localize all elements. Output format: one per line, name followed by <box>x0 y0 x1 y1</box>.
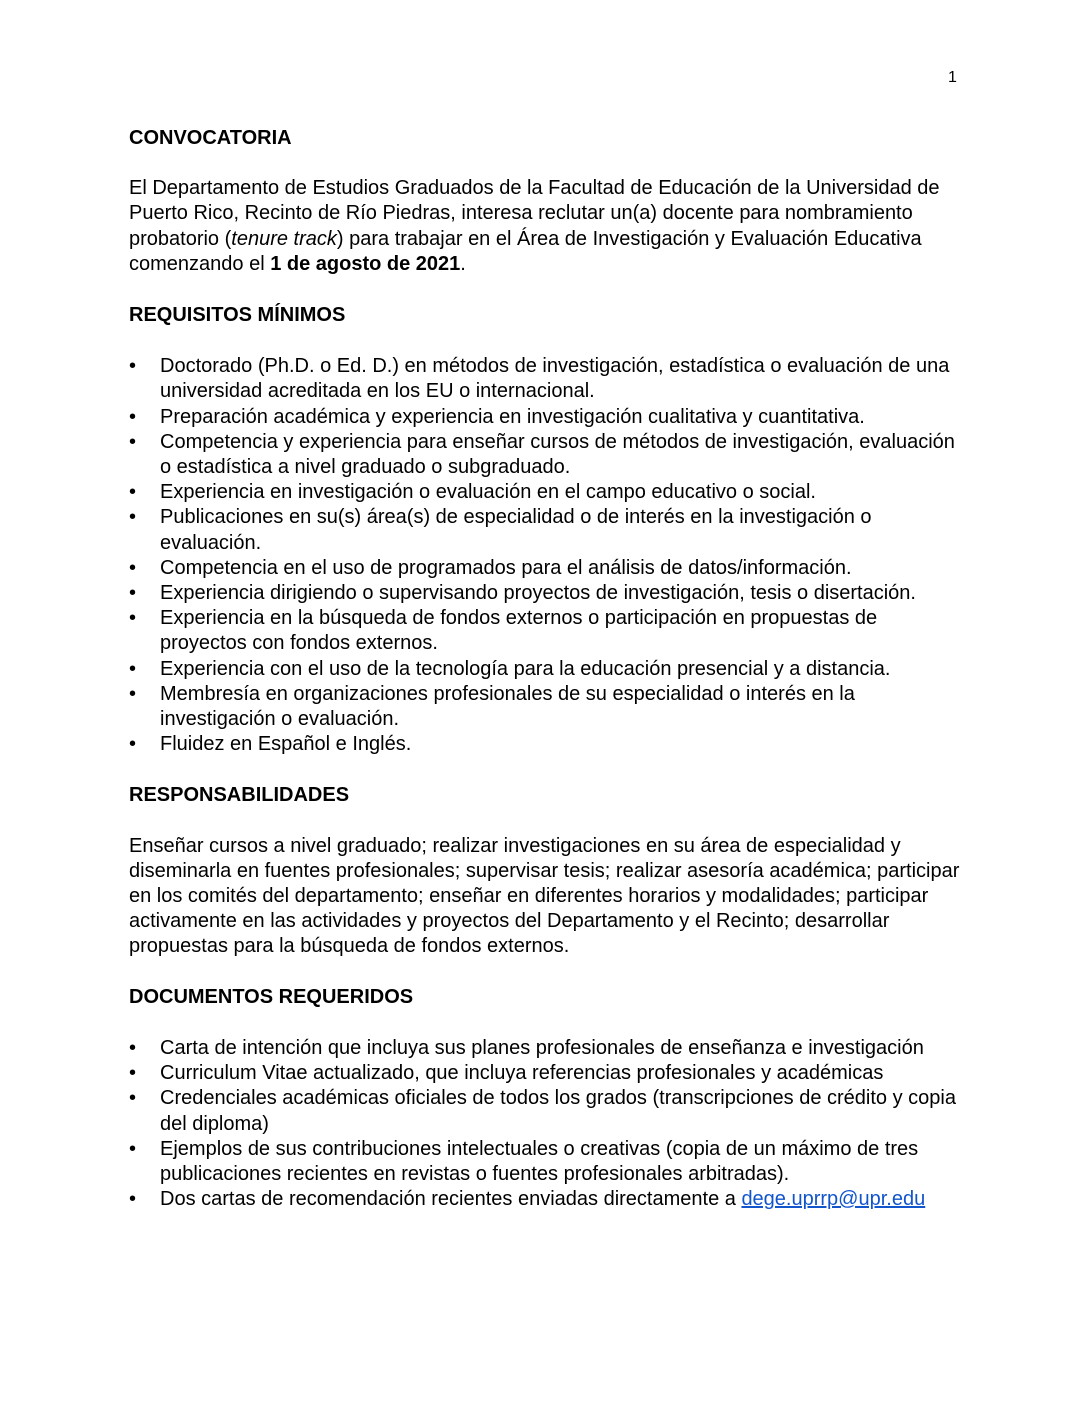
list-item-text: Membresía en organizaciones profesionales de su especialidad o interés en la investigación o evaluación. <box>160 682 855 731</box>
list-item <box>129 1061 965 1086</box>
list-item <box>129 682 965 732</box>
responsabilidades-heading: RESPONSABILIDADES <box>129 784 350 807</box>
list-item <box>129 1086 965 1136</box>
list-item-text: Experiencia dirigiendo o supervisando proyectos de investigación, tesis o disertación. <box>160 582 916 605</box>
list-item-text: Publicaciones en su(s) área(s) de especialidad o de interés en la investigación o evaluación. <box>160 506 872 554</box>
list-item <box>129 354 965 404</box>
bullet-icon: • <box>129 1062 137 1085</box>
list-item <box>129 1036 965 1061</box>
list-item-text: Experiencia en investigación o evaluación en el campo educativo o social. <box>160 481 816 504</box>
page-title: CONVOCATORIA <box>129 127 292 149</box>
intro-text-1: El Departamento de Estudios Graduados de la Facultad de Educación de la Universidad de Puerto Rico, Recinto de Río Piedras, interesa reclutar un(a) docente para nombramiento probatorio ( <box>129 177 940 250</box>
bullet-icon: • <box>129 355 137 378</box>
bullet-icon: • <box>129 607 137 630</box>
list-item <box>129 581 965 606</box>
start-date: 1 de agosto de 2021 <box>270 252 461 275</box>
list-item-text: Dos cartas de recomendación recientes enviadas directamente a <box>160 1188 742 1211</box>
bullet-icon: • <box>129 556 137 579</box>
list-item-text: Credenciales académicas oficiales de todos los grados (transcripciones de crédito y copia del diploma) <box>160 1087 956 1135</box>
list-item-text: Curriculum Vitae actualizado, que incluya referencias profesionales y académicas <box>160 1062 884 1085</box>
requisitos-heading: REQUISITOS MÍNIMOS <box>129 304 346 327</box>
intro-text-3: . <box>460 252 466 275</box>
responsabilidades-paragraph: Enseñar cursos a nivel graduado; realizar investigaciones en su área de especialidad y diseminarla en fuentes profesionales; supervisar tesis; realizar asesoría académica; participar en los comités del departamento; enseñar en diferentes horarios y modalidades; participar activamente en las actividades y proyectos del Departamento y el Recinto; desarrollar propuestas para la búsqueda de fondos externos. <box>129 834 960 958</box>
intro-text-2: ) para trabajar en el Área de Investigación y Evaluación Educativa comenzando el <box>129 227 922 275</box>
bullet-icon: • <box>129 506 137 529</box>
list-item <box>129 1137 965 1187</box>
list-item <box>129 430 965 480</box>
bullet-icon: • <box>129 1087 137 1110</box>
bullet-icon: • <box>129 1137 137 1160</box>
list-item <box>129 732 965 757</box>
bullet-icon: • <box>129 582 137 605</box>
page-number: 1 <box>948 69 957 86</box>
document-body <box>129 126 965 1238</box>
bullet-icon: • <box>129 430 137 453</box>
list-item <box>129 405 965 430</box>
bullet-icon: • <box>129 481 137 504</box>
list-item-text: Competencia y experiencia para enseñar cursos de métodos de investigación, evaluación o estadística a nivel graduado o subgraduado. <box>160 430 955 479</box>
list-item <box>129 606 965 656</box>
documentos-list <box>129 1036 965 1212</box>
list-item <box>129 505 965 555</box>
list-item-text: Fluidez en Español e Inglés. <box>160 733 412 756</box>
list-item-text: Competencia en el uso de programados para el análisis de datos/información. <box>160 556 852 579</box>
list-item <box>129 556 965 581</box>
list-item-text: Experiencia con el uso de la tecnología para la educación presencial y a distancia. <box>160 657 891 680</box>
email-link[interactable]: dege.uprrp@upr.edu <box>741 1188 926 1211</box>
intro-italic: tenure track <box>231 227 337 250</box>
bullet-icon: • <box>129 733 137 756</box>
list-item <box>129 657 965 682</box>
bullet-icon: • <box>129 1036 137 1059</box>
list-item-text: Experiencia en la búsqueda de fondos externos o participación en propuestas de proyectos con fondos externos. <box>160 607 878 655</box>
list-item <box>129 480 965 505</box>
list-item <box>129 1187 965 1212</box>
list-item-text: Doctorado (Ph.D. o Ed. D.) en métodos de investigación, estadística o evaluación de una universidad acreditada en los EU o internacional. <box>160 355 950 403</box>
bullet-icon: • <box>129 657 137 680</box>
list-item-text: Carta de intención que incluya sus planes profesionales de enseñanza e investigación <box>160 1036 924 1059</box>
documentos-heading: DOCUMENTOS REQUERIDOS <box>129 985 414 1008</box>
list-item-text: Preparación académica y experiencia en investigación cualitativa y cuantitativa. <box>160 405 865 428</box>
bullet-icon: • <box>129 1188 137 1211</box>
intro-paragraph <box>129 176 965 277</box>
list-item-text: Ejemplos de sus contribuciones intelectuales o creativas (copia de un máximo de tres publicaciones recientes en revistas o fuentes profesionales arbitradas). <box>160 1137 919 1185</box>
requisitos-list <box>129 354 965 757</box>
bullet-icon: • <box>129 682 137 705</box>
bullet-icon: • <box>129 405 137 428</box>
